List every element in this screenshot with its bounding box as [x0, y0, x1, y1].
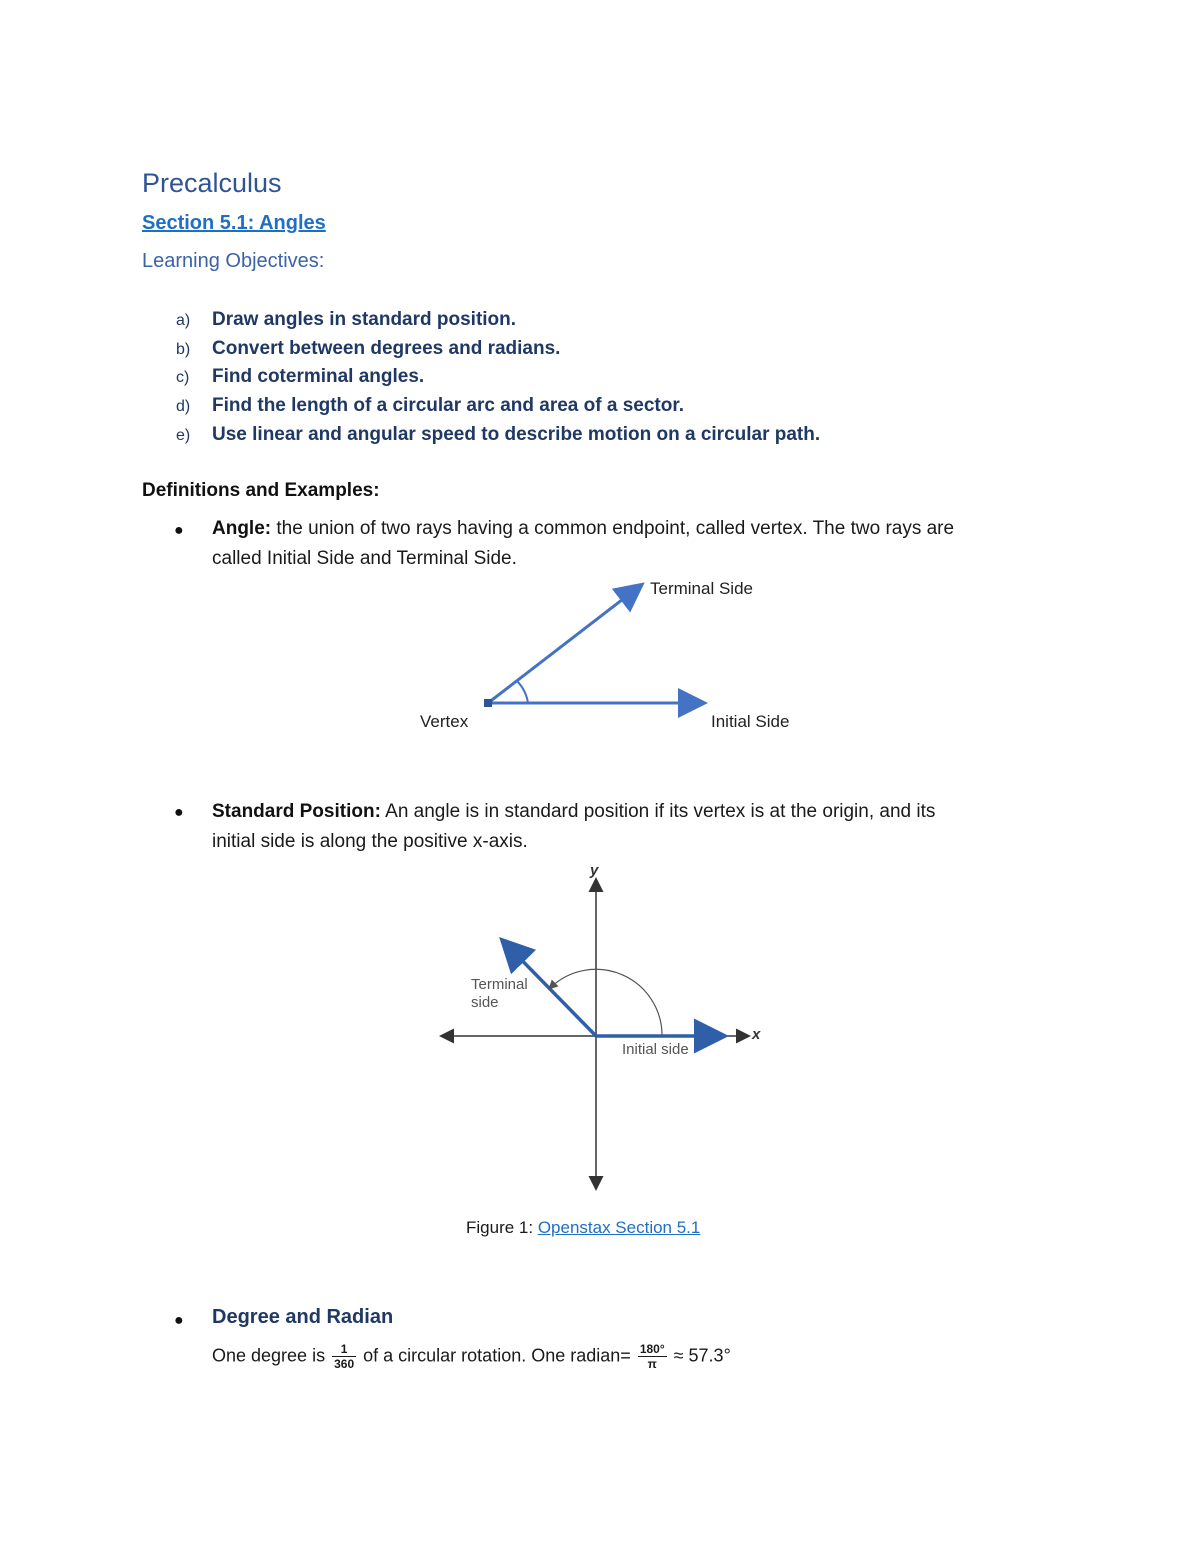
- document-title: Precalculus: [142, 168, 282, 198]
- objective-item: [176, 309, 516, 331]
- angle-term: Angle:: [212, 518, 272, 539]
- terminal-side-ray: [488, 586, 640, 703]
- fraction-denominator: π: [647, 1357, 657, 1371]
- terminal-label-line1: Terminal: [471, 976, 528, 993]
- angle-text-line2: called Initial Side and Terminal Side.: [212, 548, 517, 569]
- standard-text-line2: initial side is along the positive x-axis.: [212, 831, 528, 852]
- fraction-denominator: 360: [334, 1357, 355, 1371]
- objective-text: Use linear and angular speed to describe motion on a circular path.: [212, 424, 821, 445]
- section-link[interactable]: Section 5.1: Angles: [142, 212, 326, 234]
- bullet-icon: ●: [174, 804, 184, 821]
- objective-letter: e): [176, 427, 191, 444]
- standard-text-line1: An angle is in standard position if its vertex is at the origin, and its: [385, 801, 936, 822]
- vertex-point: [484, 699, 492, 707]
- standard-position-term: Standard Position:: [212, 801, 381, 822]
- angle-text-line1: the union of two rays having a common endpoint, called vertex. The two rays are: [276, 518, 955, 539]
- terminal-side-label: Terminal Side: [650, 579, 753, 598]
- terminal-label-line2: side: [471, 994, 499, 1011]
- initial-side-label: Initial Side: [711, 712, 790, 731]
- standard-position-definition: [212, 797, 1112, 857]
- degree-text-middle: of a circular rotation. One radian=: [363, 1345, 631, 1366]
- angle-arc: [517, 681, 528, 703]
- openstax-link[interactable]: Openstax Section 5.1: [537, 1218, 701, 1237]
- objective-letter: b): [176, 341, 191, 358]
- objective-item: [176, 395, 684, 417]
- standard-position-diagram: [430, 860, 780, 1195]
- vertex-label: Vertex: [420, 712, 469, 731]
- degree-radian-heading: Degree and Radian: [212, 1306, 394, 1328]
- initial-side-label: Initial side: [622, 1041, 689, 1058]
- objective-text: Find coterminal angles.: [212, 366, 425, 387]
- objective-letter: c): [176, 369, 190, 386]
- terminal-side-label: [471, 976, 528, 1012]
- objective-item: [176, 366, 424, 388]
- fraction-numerator: 180°: [639, 1342, 665, 1356]
- objective-item: [176, 424, 820, 446]
- bullet-icon: ●: [174, 1312, 184, 1329]
- x-axis-label: x: [752, 1026, 761, 1043]
- angle-definition: [212, 514, 1112, 574]
- objectives-heading: Learning Objectives:: [142, 250, 325, 272]
- fraction-numerator: 1: [332, 1342, 356, 1357]
- objective-text: Find the length of a circular arc and area of a sector.: [212, 395, 684, 416]
- degree-text-before: One degree is: [212, 1345, 326, 1366]
- objective-text: Draw angles in standard position.: [212, 309, 517, 330]
- figure-caption: [466, 1218, 700, 1238]
- objective-item: [176, 338, 560, 360]
- degree-radian-text: [212, 1342, 731, 1371]
- definitions-heading: Definitions and Examples:: [142, 480, 380, 501]
- objective-letter: d): [176, 398, 191, 415]
- bullet-icon: ●: [174, 522, 184, 539]
- 180-over-pi-fraction: [638, 1342, 667, 1371]
- objective-text: Convert between degrees and radians.: [212, 338, 561, 359]
- one-over-360-fraction: [332, 1342, 356, 1371]
- caption-prefix: Figure 1:: [466, 1218, 538, 1237]
- objective-letter: a): [176, 312, 191, 329]
- rotation-arc: [550, 969, 662, 1036]
- y-axis-label: y: [590, 862, 599, 879]
- degree-text-after: ≈ 57.3°: [673, 1345, 731, 1366]
